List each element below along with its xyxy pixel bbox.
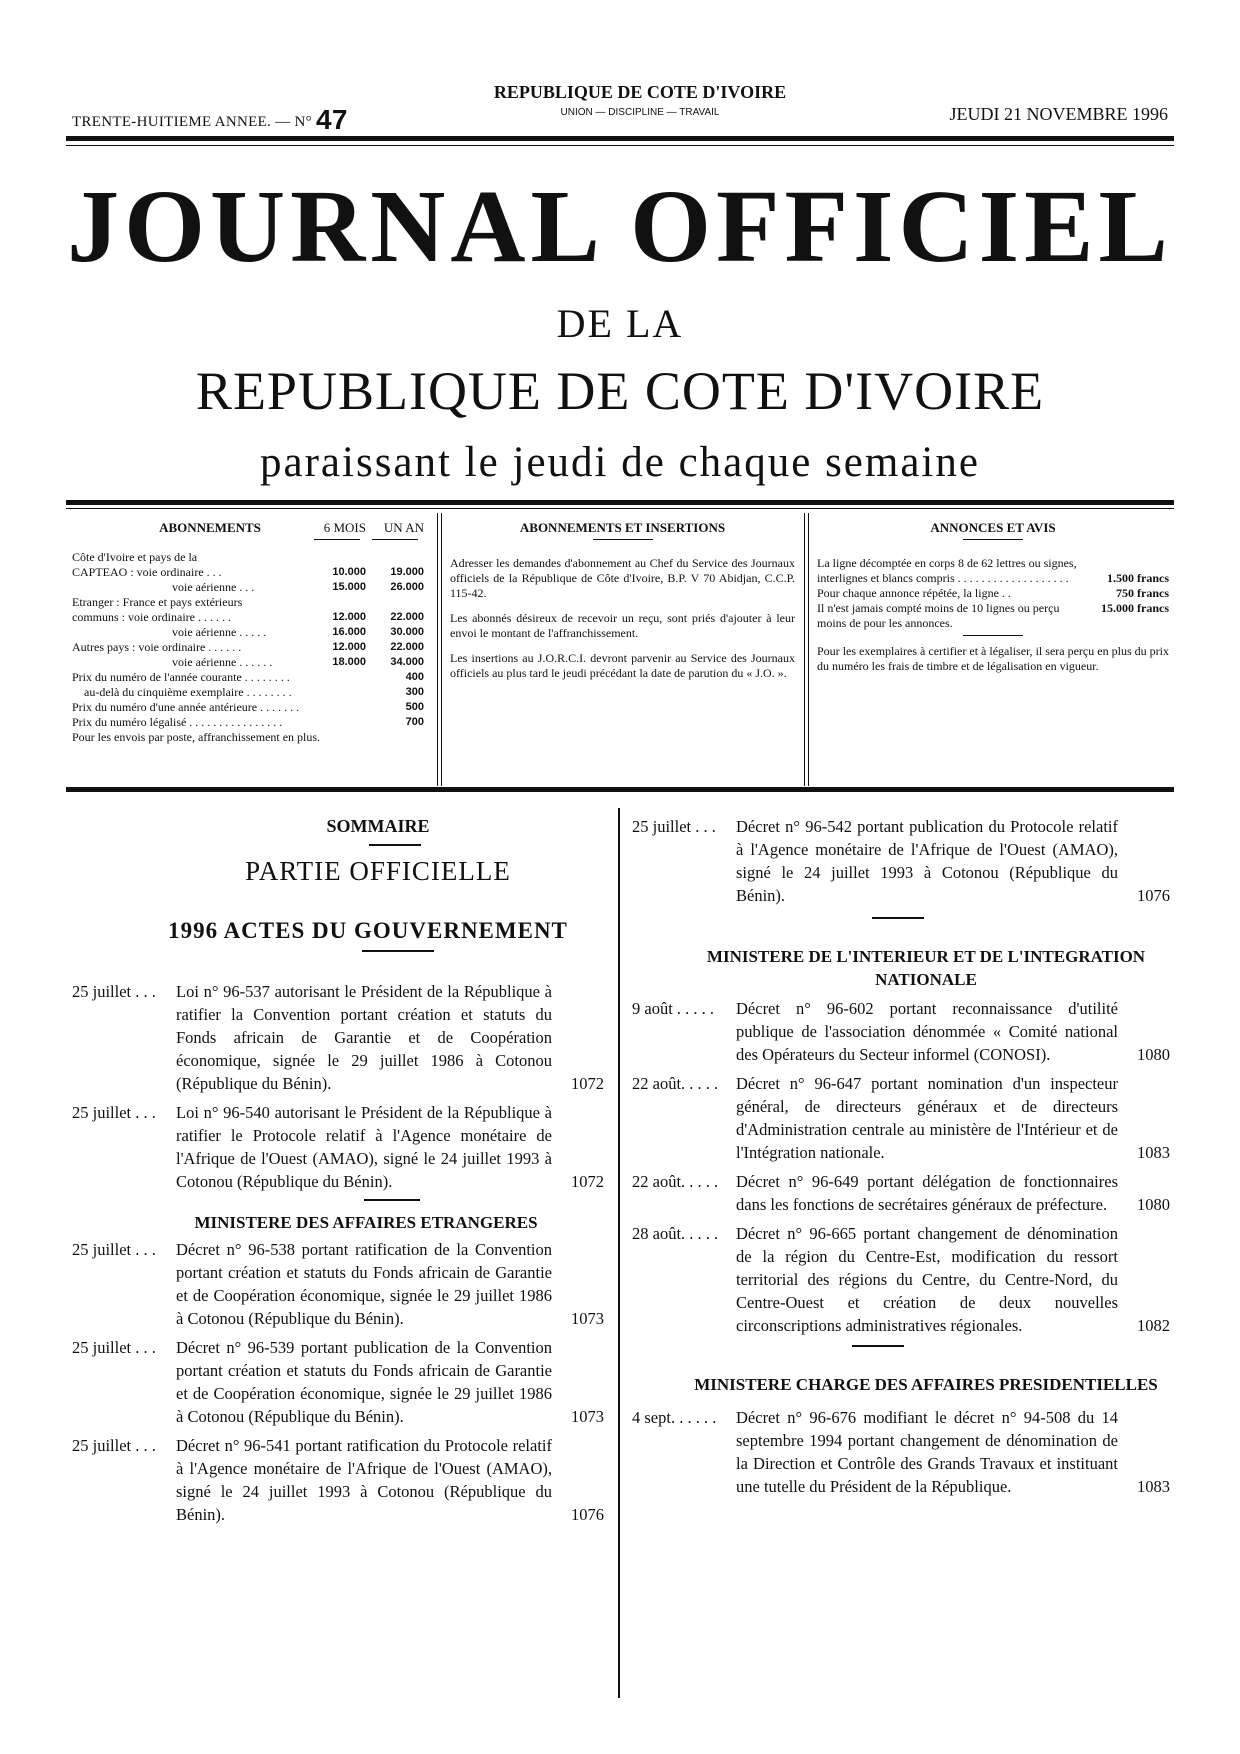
issue-price-label: Prix du numéro d'une année antérieure . . . . . . .	[72, 700, 300, 714]
abonnements-rows	[72, 550, 424, 670]
price-1an	[366, 550, 424, 565]
etrangeres-entries	[72, 1238, 604, 1526]
annonces-line-label: La ligne décomptée en corps 8 de 62 lettres ou signes, interlignes et blancs compris . . . . . . . . . . . . . . . . . . .	[817, 556, 1077, 585]
column-divider	[618, 808, 620, 1698]
sommaire-left-column	[72, 815, 604, 1532]
annonces-minimum	[817, 601, 1169, 631]
info-rule-top-thin	[66, 508, 1174, 509]
subscription-row	[72, 640, 424, 655]
entry-page: 1076	[571, 1505, 604, 1524]
price-6mois: 12.000	[332, 641, 366, 653]
sommaire-entry	[632, 1170, 1170, 1216]
issue-price-label: Prix du numéro légalisé . . . . . . . . . . . . . . . .	[72, 715, 283, 729]
annonces-repeat-label: Pour chaque annonce répétée, la ligne . .	[817, 586, 1011, 600]
subscription-row	[72, 625, 424, 640]
rule	[362, 950, 434, 952]
header-volume-label: TRENTE-HUITIEME ANNEE. — N°	[72, 114, 312, 130]
rule	[372, 539, 418, 540]
subscription-label: Autres pays : voie ordinaire . . . . . .	[72, 640, 242, 654]
subscription-row	[72, 595, 424, 610]
actes-entries	[72, 980, 604, 1193]
entry-text: Décret n° 96-649 portant délégation de fonctionnaires dans les fonctions de secrétaires généraux de préfecture.	[736, 1172, 1118, 1214]
entry-page: 1080	[1137, 1195, 1170, 1214]
abonnements-header	[72, 520, 424, 535]
entry-text: Décret n° 96-665 portant changement de dénomination de la région du Centre-Est, modification du ressort territorial des régions du Centre, du Centre-Nord, du Centre-Ouest et création de deux nouvelles circonscriptions administratives régionales.	[736, 1224, 1118, 1335]
header-rule	[66, 136, 1174, 141]
entry-date: 25 juillet . . .	[72, 982, 156, 1001]
journal-title: JOURNAL OFFICIEL	[67, 169, 1173, 284]
issue-price-row	[72, 715, 424, 730]
annonces-line-value: 1.500 francs	[1107, 571, 1169, 585]
subscription-label: CAPTEAO : voie ordinaire . . .	[72, 565, 222, 579]
interieur-entries	[632, 997, 1170, 1337]
price-1an: 19.000	[390, 566, 424, 578]
header-country: REPUBLIQUE DE COTE D'IVOIRE	[493, 82, 787, 102]
price-6mois	[308, 550, 366, 565]
entry-text: Décret n° 96-542 portant publication du Protocole relatif à l'Agence monétaire de l'Afrique de l'Ouest (AMAO), signé le 24 juillet 1993 à Cotonou (République du Bénin).	[736, 817, 1118, 905]
annonces-heading: ANNONCES ET AVIS	[930, 520, 1056, 535]
abonnements-heading: ABONNEMENTS	[159, 520, 261, 535]
sommaire-entry	[632, 997, 1170, 1066]
abonnements-footer: Pour les envois par poste, affranchissement en plus.	[72, 730, 321, 744]
sommaire-right-column	[632, 815, 1170, 1504]
issue-price-value: 400	[405, 671, 424, 683]
sommaire-entry	[632, 1072, 1170, 1164]
sommaire-entry	[72, 1101, 604, 1193]
presidentielles-entries	[632, 1406, 1170, 1498]
ministere-interieur-heading: MINISTERE DE L'INTERIEUR ET DE L'INTEGRATION NATIONALE	[706, 947, 1146, 989]
partie-officielle: PARTIE OFFICIELLE	[245, 856, 511, 886]
abonnements-prices	[72, 670, 424, 730]
issue-price-row	[72, 700, 424, 715]
subscription-row	[72, 580, 424, 595]
sommaire-entry	[72, 1434, 604, 1526]
journal-subtitle-dela: DE LA	[556, 301, 684, 346]
info-rule-top	[66, 500, 1174, 505]
abonnements-subrules	[72, 535, 424, 550]
sommaire-entry	[72, 1336, 604, 1428]
entry-text: Décret n° 96-538 portant ratification de la Convention portant création et statuts du Fonds africain de Garantie et de Coopération économique, signée le 29 juillet 1986 à Cotonou (République du Bénin).	[176, 1240, 552, 1328]
price-6mois: 18.000	[332, 656, 366, 668]
entry-page: 1083	[1137, 1143, 1170, 1162]
subscription-row	[72, 550, 424, 565]
entry-date: 22 août. . . . .	[632, 1074, 719, 1093]
rule	[852, 1345, 904, 1347]
entry-text: Décret n° 96-541 portant ratification du Protocole relatif à l'Agence monétaire de l'Afrique de l'Ouest (AMAO), signé le 24 juillet 1993 à Cotonou (République du Bénin).	[176, 1436, 552, 1524]
annonces-line-price	[817, 556, 1169, 586]
issue-price-row	[72, 685, 424, 700]
actes-heading: 1996 ACTES DU GOUVERNEMENT	[168, 918, 568, 943]
subscription-row	[72, 565, 424, 580]
rule	[364, 1199, 420, 1201]
price-6mois: 10.000	[332, 566, 366, 578]
subscription-label: communs : voie ordinaire . . . . . .	[72, 610, 231, 624]
subscription-label: voie aérienne . . .	[172, 580, 255, 594]
subscription-label: voie aérienne . . . . . .	[172, 655, 273, 669]
subscription-row	[72, 610, 424, 625]
journal-frequency: paraissant le jeudi de chaque semaine	[260, 439, 980, 486]
header-volume	[72, 104, 348, 136]
subscription-label: voie aérienne . . . . .	[172, 625, 267, 639]
price-1an: 26.000	[390, 581, 424, 593]
price-1an: 30.000	[390, 626, 424, 638]
entry-date: 25 juillet . . .	[632, 817, 716, 836]
entry-page: 1080	[1137, 1045, 1170, 1064]
sommaire-entry	[72, 1238, 604, 1330]
entry-text: Loi n° 96-537 autorisant le Président de la République à ratifier la Convention portant création et statuts du Fonds africain de Garantie et de Coopération économique, signée le 29 juillet 1986 à Cotonou (République du Bénin).	[176, 982, 552, 1093]
issue-number: 47	[315, 104, 348, 135]
annonces-repeat-price	[817, 586, 1169, 601]
rule	[369, 844, 421, 846]
entry-date: 22 août. . . . .	[632, 1172, 719, 1191]
info-rule-bottom	[66, 787, 1174, 792]
box-divider	[808, 513, 809, 786]
entry-date: 4 sept. . . . . .	[632, 1408, 717, 1427]
entry-page: 1076	[1137, 886, 1170, 905]
box-divider	[804, 513, 805, 786]
rule	[314, 539, 360, 540]
col-1an: UN AN	[383, 520, 424, 535]
entry-date: 25 juillet . . .	[72, 1436, 156, 1455]
box-divider	[437, 513, 438, 786]
entry-date: 25 juillet . . .	[72, 1103, 156, 1122]
entry-text: Loi n° 96-540 autorisant le Président de la République à ratifier le Protocole relatif à l'Agence monétaire de l'Afrique de l'Ouest (AMAO), signé le 24 juillet 1993 à Cotonou (République du Bénin).	[176, 1103, 552, 1191]
issue-price-label: au-delà du cinquième exemplaire . . . . . . . .	[84, 685, 292, 699]
sommaire-entry	[72, 980, 604, 1095]
right-first-entry	[632, 815, 1170, 907]
insertions-deadline: Les insertions au J.O.R.C.I. devront parvenir au Service des Journaux officiels au plus tard le jeudi précédant la date de parution du « J.O. ».	[450, 651, 795, 680]
sommaire-heading: SOMMAIRE	[326, 816, 430, 836]
entry-text: Décret n° 96-676 modifiant le décret n° 94-508 du 14 septembre 1994 portant changement de dénomination de la Direction et Contrôle des Grands Travaux et instituant une tutelle du Président de la République.	[736, 1408, 1118, 1496]
ministere-etrangeres-heading: MINISTERE DES AFFAIRES ETRANGERES	[194, 1213, 538, 1232]
header-rule-thin	[66, 145, 1174, 146]
entry-page: 1082	[1137, 1316, 1170, 1335]
annonces-minimum-label: Il n'est jamais compté moins de 10 lignes ou perçu moins de pour les annonces.	[817, 601, 1060, 630]
insertions-receipt: Les abonnés désireux de recevoir un reçu, sont priés d'ajouter à leur envoi le montant de l'affranchissement.	[450, 611, 795, 640]
issue-date: JEUDI 21 NOVEMBRE 1996	[949, 104, 1168, 124]
sommaire-entry	[632, 815, 1170, 907]
price-1an: 22.000	[390, 611, 424, 623]
subscription-label: Côte d'Ivoire et pays de la	[72, 550, 198, 564]
entry-date: 25 juillet . . .	[72, 1338, 156, 1357]
entry-date: 28 août. . . . .	[632, 1224, 719, 1243]
issue-price-row	[72, 670, 424, 685]
subscription-row	[72, 655, 424, 670]
price-6mois: 12.000	[332, 611, 366, 623]
entry-text: Décret n° 96-647 portant nomination d'un inspecteur général, de directeurs généraux et de directeurs d'Administration centrale au ministère de l'Intérieur et de l'Intégration nationale.	[736, 1074, 1118, 1162]
insertions-box	[450, 520, 795, 783]
price-6mois: 15.000	[332, 581, 366, 593]
price-6mois	[308, 595, 366, 610]
rule	[593, 539, 653, 540]
annonces-box	[817, 520, 1169, 783]
entry-text: Décret n° 96-539 portant publication de la Convention portant création et statuts du Fonds africain de Garantie et de Coopération économique, signée le 29 juillet 1986 à Cotonou (République du Bénin).	[176, 1338, 552, 1426]
price-1an: 22.000	[390, 641, 424, 653]
entry-text: Décret n° 96-602 portant reconnaissance d'utilité publique de l'association dénommée « Comité national des Opérateurs du Secteur informel (CONOSI).	[736, 999, 1118, 1064]
sommaire-entry	[632, 1222, 1170, 1337]
price-6mois: 16.000	[332, 626, 366, 638]
entry-page: 1073	[571, 1407, 604, 1426]
issue-price-label: Prix du numéro de l'année courante . . . . . . . .	[72, 670, 290, 684]
annonces-repeat-value: 750 francs	[1116, 586, 1169, 600]
col-6mois: 6 MOIS	[323, 520, 366, 535]
sommaire-entry	[632, 1406, 1170, 1498]
journal-subtitle-republic: REPUBLIQUE DE COTE D'IVOIRE	[195, 361, 1045, 421]
ministere-presid-heading: MINISTERE CHARGE DES AFFAIRES PRESIDENTIELLES	[694, 1375, 1158, 1394]
header-center	[440, 82, 840, 118]
entry-page: 1072	[571, 1172, 604, 1191]
issue-price-value: 300	[405, 686, 424, 698]
annonces-legalisation: Pour les exemplaires à certifier et à légaliser, il sera perçu en plus du prix du numéro les frais de timbre et de légalisation en vigueur.	[817, 644, 1169, 673]
issue-price-value: 700	[405, 716, 424, 728]
entry-page: 1083	[1137, 1477, 1170, 1496]
entry-date: 9 août . . . . .	[632, 999, 715, 1018]
price-1an: 34.000	[390, 656, 424, 668]
abonnements-box	[72, 520, 424, 783]
rule	[963, 539, 1023, 540]
insertions-address: Adresser les demandes d'abonnement au Chef du Service des Journaux officiels de la République de Côte d'Ivoire, B.P. V 70 Abidjan, C.C.P. 115-42.	[450, 556, 795, 600]
entry-page: 1073	[571, 1309, 604, 1328]
header-motto: UNION — DISCIPLINE — TRAVAIL	[560, 107, 720, 118]
rule	[872, 917, 924, 919]
price-1an	[366, 595, 424, 610]
insertions-heading: ABONNEMENTS ET INSERTIONS	[519, 520, 726, 535]
box-divider	[441, 513, 442, 786]
rule	[963, 635, 1023, 636]
subscription-label: Etranger : France et pays extérieurs	[72, 595, 243, 609]
entry-page: 1072	[571, 1074, 604, 1093]
issue-price-value: 500	[405, 701, 424, 713]
entry-date: 25 juillet . . .	[72, 1240, 156, 1259]
annonces-minimum-value: 15.000 francs	[1101, 601, 1169, 615]
